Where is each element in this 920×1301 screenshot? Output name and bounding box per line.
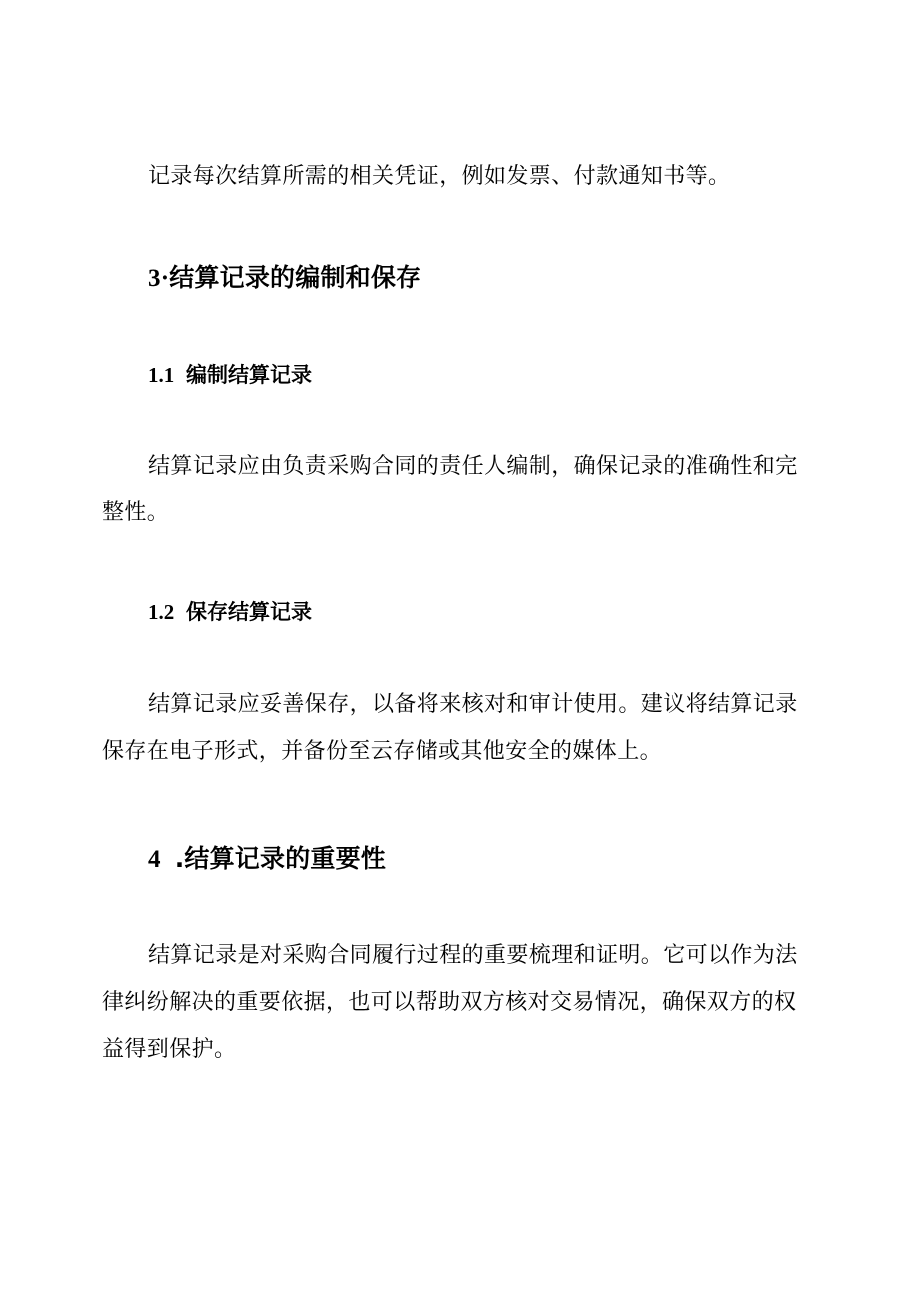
section-4-paragraph-line-3: 益得到保护。 — [102, 1037, 237, 1062]
subsection-1-2-title: 保存结算记录 — [186, 600, 312, 624]
subsection-1-2-heading — [148, 598, 312, 626]
subsection-1-2-number: 1.2 — [148, 600, 175, 624]
section-3-number: 3· — [148, 265, 170, 292]
subsection-1-1-paragraph-line-1: 结算记录应由负责采购合同的责任人编制，确保记录的准确性和完 — [148, 454, 798, 479]
subsection-1-1-heading — [148, 361, 312, 389]
section-4-number: 4 — [148, 846, 161, 873]
subsection-1-2-paragraph-line-1: 结算记录应妥善保存，以备将来核对和审计使用。建议将结算记录 — [148, 692, 798, 717]
intro-paragraph: 记录每次结算所需的相关凭证，例如发票、付款通知书等。 — [148, 164, 731, 189]
section-3-heading — [148, 262, 421, 295]
subsection-1-1-number: 1.1 — [148, 363, 175, 387]
section-4-paragraph-line-2: 律纠纷解决的重要依据，也可以帮助双方核对交易情况，确保双方的权 — [102, 990, 797, 1015]
subsection-1-1-paragraph-line-2: 整性。 — [102, 500, 170, 525]
subsection-1-2-paragraph-line-2: 保存在电子形式，并备份至云存储或其他安全的媒体上。 — [102, 739, 663, 764]
section-3-title: 结算记录的编制和保存 — [169, 263, 422, 292]
subsection-1-1-title: 编制结算记录 — [186, 363, 312, 387]
section-4-title: .结算记录的重要性 — [174, 844, 387, 873]
section-4-paragraph-line-1: 结算记录是对采购合同履行过程的重要梳理和证明。它可以作为法 — [148, 943, 798, 968]
section-4-heading — [148, 843, 386, 876]
